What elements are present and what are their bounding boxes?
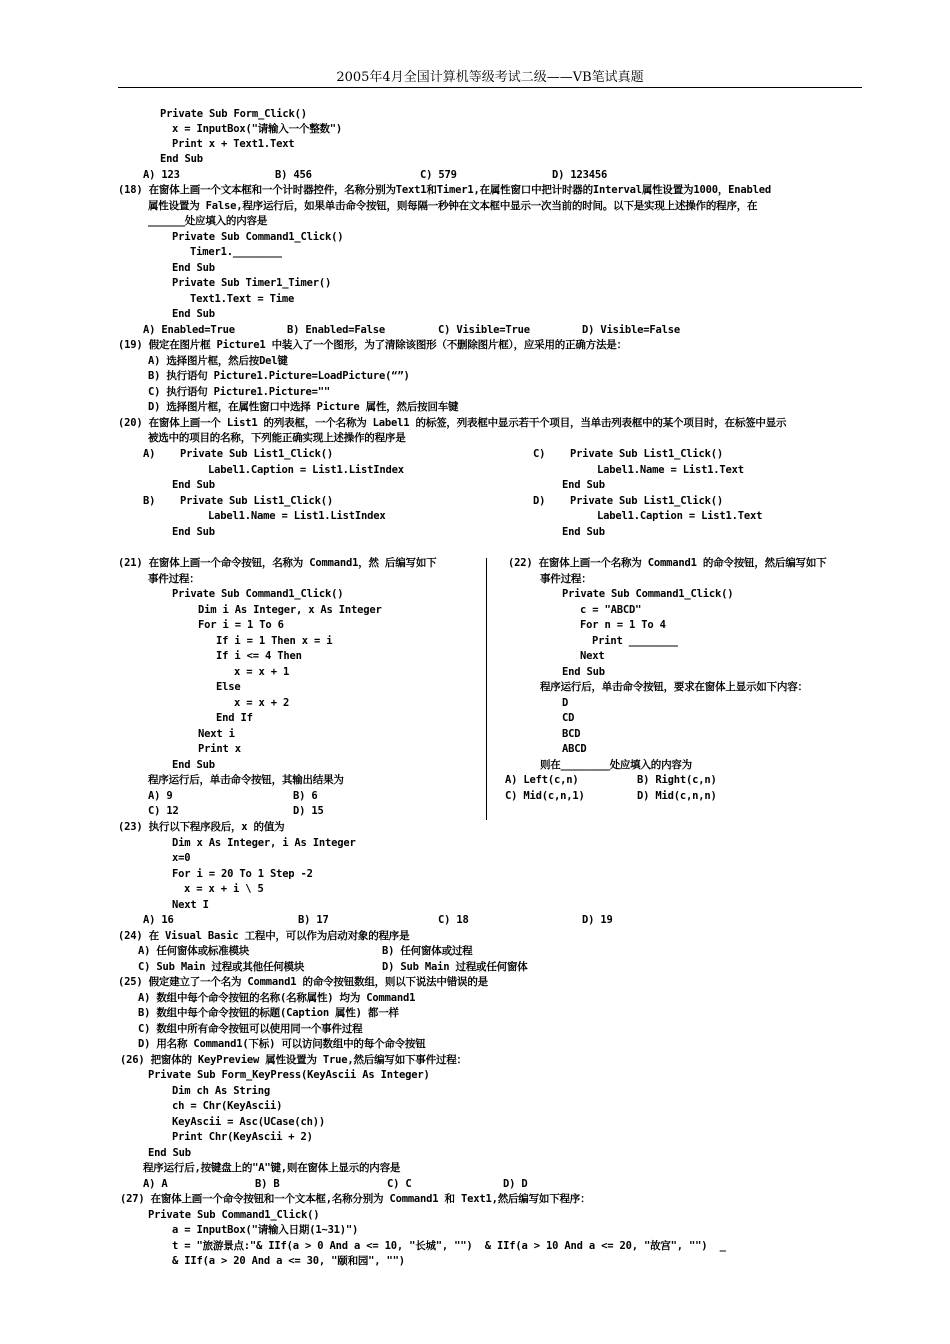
text-line: ch = Chr(KeyAscii) (172, 1100, 283, 1112)
text-line: Print x (198, 743, 241, 755)
text-line: Print Chr(KeyAscii + 2) (172, 1131, 313, 1143)
text-line: A) 16 (143, 914, 174, 926)
text-line: A) 选择图片框，然后按Del键 (148, 355, 288, 367)
text-line: D (562, 697, 569, 709)
text-line: Private Sub Form_Click() (160, 108, 307, 120)
text-line: x = InputBox("请输入一个整数") (172, 123, 343, 135)
text-line: If i <= 4 Then (216, 650, 302, 662)
text-line: (25) 假定建立了一个名为 Command1 的命令按钮数组，则以下说法中错误的是 (118, 976, 488, 988)
text-line: Dim i As Integer, x As Integer (198, 604, 382, 616)
text-line: C) 18 (438, 914, 469, 926)
text-line: D) 19 (582, 914, 613, 926)
text-line: (27) 在窗体上画一个命令按钮和一个文本框,名称分别为 Command1 和 Text1,然后编写如下程序： (120, 1193, 591, 1205)
text-line: C) 12 (148, 805, 179, 817)
text-line: x = x + 1 (234, 666, 290, 678)
text-line: Private Sub Command1_Click() (148, 1209, 320, 1221)
text-line: If i = 1 Then x = i (216, 635, 333, 647)
text-line: C) C (387, 1178, 412, 1190)
text-line: CD (562, 712, 575, 724)
text-line: End Sub (160, 153, 203, 165)
text-line: 则在________处应填入的内容为 (540, 759, 692, 771)
page-header-title: 2005年4月全国计算机等级考试二级——VB笔试真题 (336, 70, 644, 85)
text-line: Label1.Caption = List1.ListIndex (208, 464, 404, 476)
text-line: Timer1.________ (190, 246, 282, 258)
text-line: Dim ch As String (172, 1085, 270, 1097)
text-line: (21) 在窗体上画一个命令按钮，名称为 Command1，然 后编写如下 (118, 557, 437, 569)
text-line: Private Sub Command1_Click() (172, 231, 344, 243)
text-line: B) 17 (298, 914, 329, 926)
text-line: (20) 在窗体上画一个 List1 的列表框，一个名称为 Label1 的标签，列表框中显示若干个项目，当单击列表框中的某个项目时，在标签中显示 (118, 417, 787, 429)
text-line: D) Mid(c,n,n) (637, 790, 717, 802)
text-line: Next (580, 650, 605, 662)
text-line: 程序运行后，单击命令按钮，要求在窗体上显示如下内容： (540, 681, 808, 693)
text-line: C) 执行语句 Picture1.Picture="" (148, 386, 330, 398)
text-line: B) Right(c,n) (637, 774, 717, 786)
text-line: (19) 假定在图片框 Picture1 中装入了一个图形，为了清除该图形（不删除图片框），应采用的正确方法是： (118, 339, 627, 351)
text-line: Private Sub List1_Click() (570, 448, 724, 460)
text-line: B) B (255, 1178, 280, 1190)
text-line: D) (533, 495, 546, 507)
text-line: D) 用名称 Command1(下标) 可以访问数组中的每个命令按钮 (138, 1038, 426, 1050)
text-line: C) 数组中所有命令按钮可以使用同一个事件过程 (138, 1023, 363, 1035)
text-line: End If (216, 712, 253, 724)
text-line: Label1.Name = List1.ListIndex (208, 510, 386, 522)
text-line: B) 任何窗体或过程 (382, 945, 473, 957)
text-line: Private Sub Timer1_Timer() (172, 277, 332, 289)
text-line: D) Sub Main 过程或任何窗体 (382, 961, 528, 973)
text-line: A) Left(c,n) (505, 774, 579, 786)
text-line: End Sub (172, 479, 215, 491)
text-line: B) 执行语句 Picture1.Picture=LoadPicture(“”) (148, 370, 410, 382)
text-line: End Sub (148, 1147, 191, 1159)
text-line: End Sub (172, 308, 215, 320)
text-line: A) (143, 448, 156, 460)
text-line: For n = 1 To 4 (580, 619, 666, 631)
header-divider (118, 87, 862, 88)
text-line: C) (533, 448, 546, 460)
text-line: A) 9 (148, 790, 173, 802)
text-line: Print x + Text1.Text (172, 138, 295, 150)
text-line: Print ________ (592, 635, 678, 647)
text-line: End Sub (562, 479, 605, 491)
text-line: A) A (143, 1178, 168, 1190)
text-line: C) Mid(c,n,1) (505, 790, 585, 802)
text-line: Label1.Name = List1.Text (597, 464, 744, 476)
text-line: Private Sub List1_Click() (180, 448, 334, 460)
text-line: For i = 1 To 6 (198, 619, 284, 631)
text-line: Else (216, 681, 241, 693)
text-line: D) 123456 (552, 169, 608, 181)
text-line: B) 6 (293, 790, 318, 802)
text-line: x = x + i \ 5 (184, 883, 264, 895)
text-line: D) Visible=False (582, 324, 680, 336)
text-line: A) Enabled=True (143, 324, 235, 336)
text-line: (18) 在窗体上画一个文本框和一个计时器控件，名称分别为Text1和Timer1,在属性窗口中把计时器的Interval属性设置为1000，Enabled (118, 184, 771, 196)
text-line: 被选中的项目的名称，下列能正确实现上述操作的程序是 (148, 432, 406, 444)
text-line: D) 选择图片框，在属性窗口中选择 Picture 属性，然后按回车键 (148, 401, 459, 413)
text-line: 属性设置为 False,程序运行后，如果单击命令按钮，则每隔一秒钟在文本框中显示一次当前的时间。以下是实现上述操作的程序，在 (148, 200, 758, 212)
text-line: ABCD (562, 743, 587, 755)
text-line: End Sub (172, 759, 215, 771)
text-line: Text1.Text = Time (190, 293, 295, 305)
text-line: 程序运行后,按键盘上的"A"键,则在窗体上显示的内容是 (143, 1162, 401, 1174)
text-line: Label1.Caption = List1.Text (597, 510, 763, 522)
text-line: c = "ABCD" (580, 604, 642, 616)
text-line: (26) 把窗体的 KeyPreview 属性设置为 True,然后编写如下事件过程： (120, 1054, 467, 1066)
text-line: B) 数组中每个命令按钮的标题(Caption 属性) 都一样 (138, 1007, 399, 1019)
text-line: 事件过程： (148, 573, 200, 585)
text-line: B) Enabled=False (287, 324, 385, 336)
text-line: Private Sub List1_Click() (570, 495, 724, 507)
text-line: Dim x As Integer, i As Integer (172, 837, 356, 849)
text-line: C) Sub Main 过程或其他任何模块 (138, 961, 305, 973)
text-line: End Sub (562, 526, 605, 538)
text-line: A) 数组中每个命令按钮的名称(名称属性) 均为 Command1 (138, 992, 416, 1004)
text-line: Private Sub Command1_Click() (172, 588, 344, 600)
text-line: End Sub (562, 666, 605, 678)
text-line: D) 15 (293, 805, 324, 817)
text-line: x=0 (172, 852, 191, 864)
text-line: A) 任何窗体或标准模块 (138, 945, 250, 957)
text-line: A) 123 (143, 169, 180, 181)
text-line: 程序运行后，单击命令按钮，其输出结果为 (148, 774, 344, 786)
text-line: Private Sub Command1_Click() (562, 588, 734, 600)
text-line: C) Visible=True (438, 324, 530, 336)
text-line: Next I (172, 899, 209, 911)
text-line: Private Sub Form_KeyPress(KeyAscii As Integer) (148, 1069, 430, 1081)
text-line: End Sub (172, 262, 215, 274)
text-line: For i = 20 To 1 Step -2 (172, 868, 313, 880)
text-line: x = x + 2 (234, 697, 290, 709)
text-line: a = InputBox("请输入日期(1~31)") (172, 1224, 359, 1236)
text-line: (22) 在窗体上画一个名称为 Command1 的命令按钮，然后编写如下 (508, 557, 827, 569)
text-line: t = "旅游景点:"& IIf(a > 0 And a <= 10, "长城", "") & IIf(a > 10 And a <= 20, "故宫", "") _ (172, 1240, 726, 1252)
text-line: B) 456 (275, 169, 312, 181)
text-line: B) (143, 495, 156, 507)
text-line: Next i (198, 728, 235, 740)
text-line: BCD (562, 728, 581, 740)
text-line: Private Sub List1_Click() (180, 495, 334, 507)
column-divider (486, 558, 487, 820)
text-line: & IIf(a > 20 And a <= 30, "颐和园", "") (172, 1255, 405, 1267)
text-line: KeyAscii = Asc(UCase(ch)) (172, 1116, 326, 1128)
text-line: End Sub (172, 526, 215, 538)
text-line: (24) 在 Visual Basic 工程中，可以作为启动对象的程序是 (118, 930, 410, 942)
text-line: D) D (503, 1178, 528, 1190)
text-line: (23) 执行以下程序段后，x 的值为 (118, 821, 285, 833)
text-line: 事件过程： (540, 573, 592, 585)
text-line: ______处应填入的内容是 (148, 215, 268, 227)
text-line: C) 579 (420, 169, 457, 181)
